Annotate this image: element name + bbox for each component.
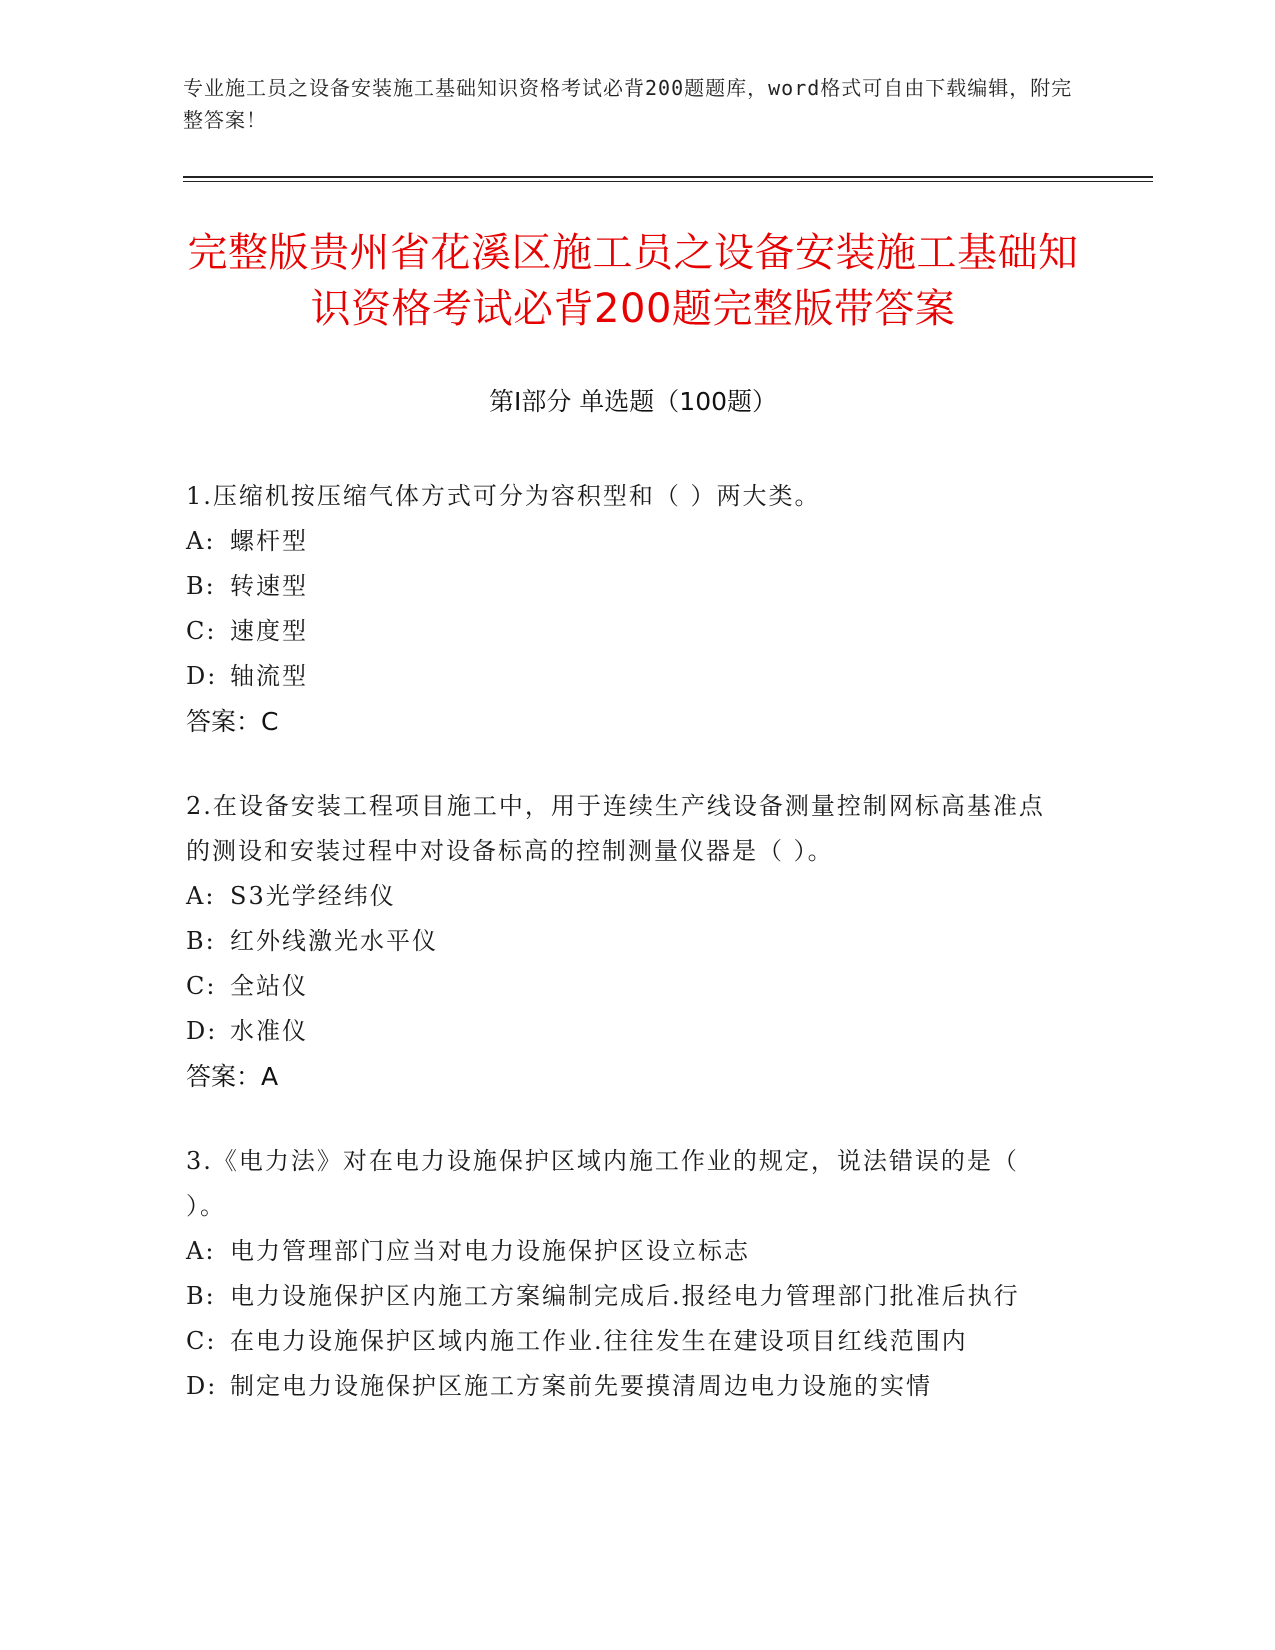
option-d [186,1364,1066,1409]
option-b [186,1274,1066,1319]
header-divider [183,176,1153,178]
option-d [186,1009,1066,1054]
question-1 [186,474,1066,744]
question-stem: 3.《电力法》对在电力设施保护区域内施工作业的规定，说法错误的是（ ）。 [186,1147,1019,1220]
option-text: 转速型 [230,572,308,600]
question-stem: 2.在设备安装工程项目施工中，用于连续生产线设备测量控制网标高基准点的测设和安装过程中对设备标高的控制测量仪器是（ ）。 [186,792,1045,865]
answer: 答案：C [186,707,279,736]
option-text: 螺杆型 [230,527,308,555]
option-text: S3光学经纬仪 [230,882,396,910]
section-heading: 第Ⅰ部分 单选题（100题） [488,387,778,416]
option-letter: C: [186,617,217,645]
option-text: 水准仪 [230,1017,308,1045]
option-b [186,564,1066,609]
option-a [186,1229,1066,1274]
option-text: 速度型 [230,617,308,645]
option-letter: A: [186,527,216,555]
option-letter: C: [186,1327,217,1355]
question-list [186,474,1066,1449]
option-d [186,654,1066,699]
option-letter: D: [186,1017,218,1045]
option-text: 电力管理部门应当对电力设施保护区设立标志 [230,1237,750,1265]
option-text: 红外线激光水平仪 [230,927,438,955]
option-a [186,519,1066,564]
option-letter: B: [186,927,216,955]
option-a [186,874,1066,919]
header-note: 专业施工员之设备安装施工基础知识资格考试必背200题题库，word格式可自由下载编辑，附完整答案！ [183,76,1073,132]
header-divider-thin [183,181,1153,182]
option-letter: B: [186,1282,216,1310]
question-2 [186,784,1066,1099]
option-c [186,1319,1066,1364]
option-text: 全站仪 [230,972,308,1000]
answer: 答案：A [186,1062,279,1091]
document-title: 完整版贵州省花溪区施工员之设备安装施工基础知识资格考试必背200题完整版带答案 [187,230,1079,332]
option-text: 轴流型 [230,662,308,690]
option-c [186,609,1066,654]
question-3 [186,1139,1066,1409]
option-b [186,919,1066,964]
option-letter: A: [186,882,216,910]
option-letter: D: [186,662,218,690]
option-text: 电力设施保护区内施工方案编制完成后.报经电力管理部门批准后执行 [230,1282,1020,1310]
option-letter: C: [186,972,217,1000]
question-stem: 1.压缩机按压缩气体方式可分为容积型和（ ）两大类。 [186,482,821,510]
option-c [186,964,1066,1009]
option-text: 制定电力设施保护区施工方案前先要摸清周边电力设施的实情 [230,1372,932,1400]
option-letter: B: [186,572,216,600]
option-letter: D: [186,1372,218,1400]
option-text: 在电力设施保护区域内施工作业.往往发生在建设项目红线范围内 [230,1327,968,1355]
option-letter: A: [186,1237,216,1265]
